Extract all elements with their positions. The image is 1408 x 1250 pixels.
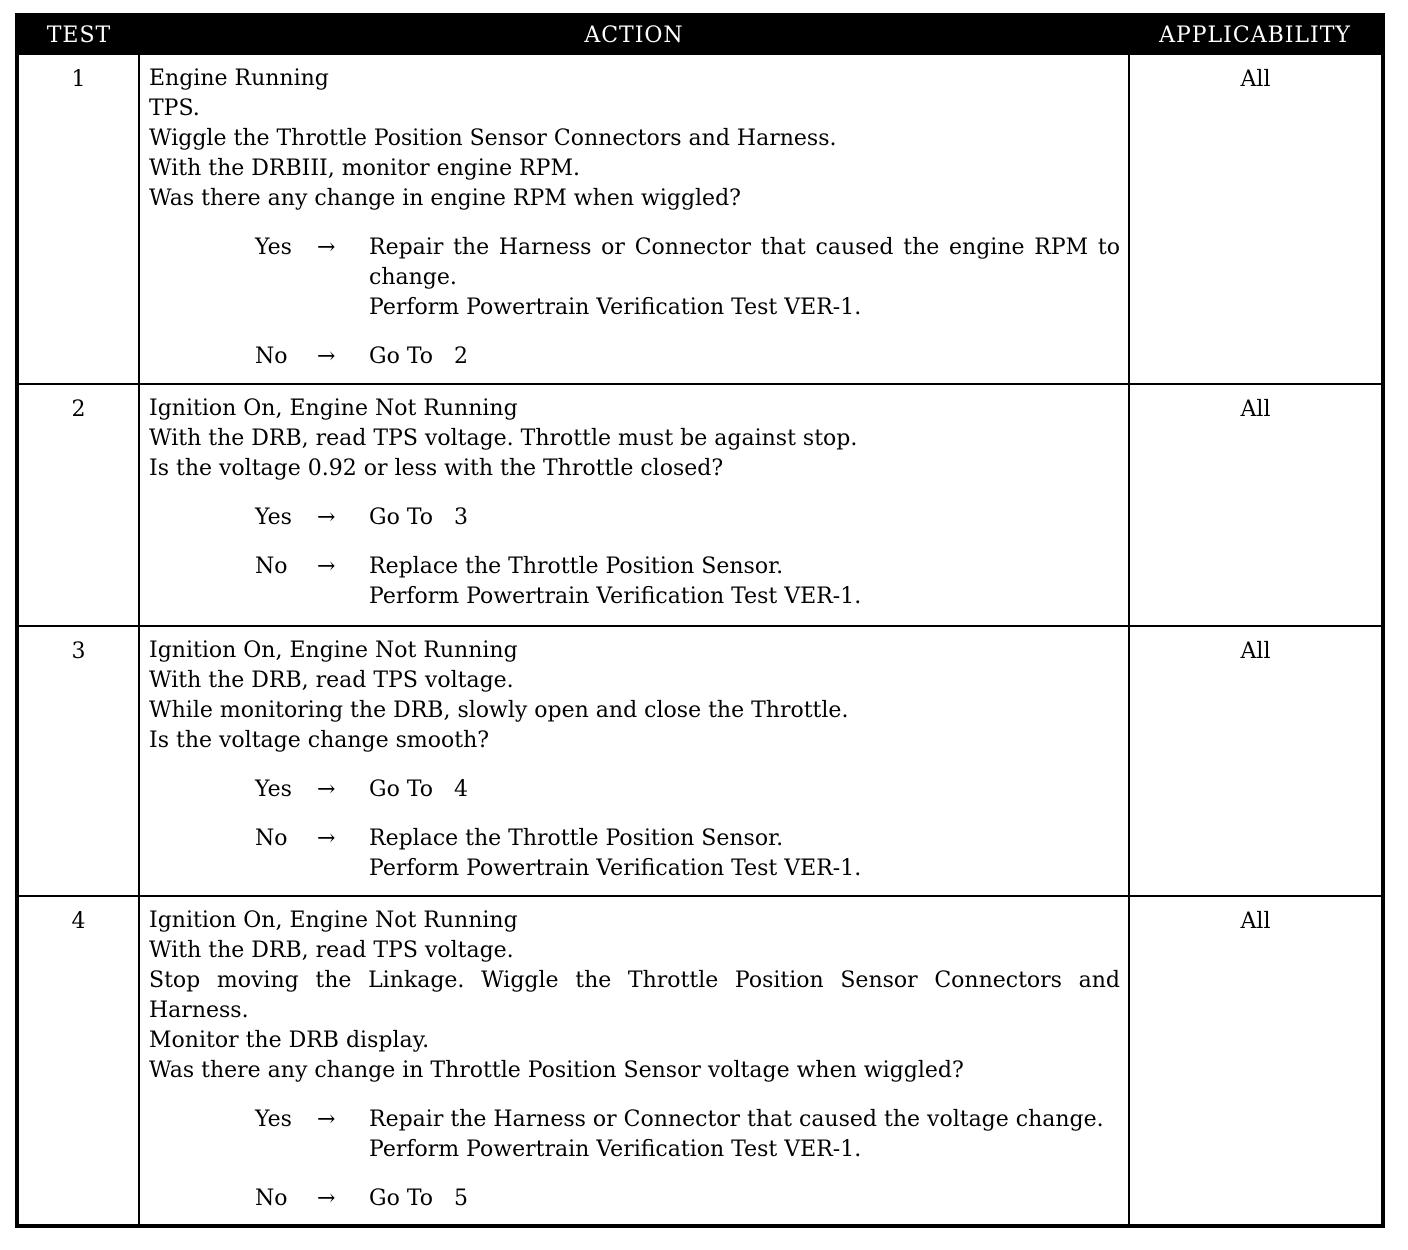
action-line: Engine Running xyxy=(149,66,329,91)
arrow-icon: → xyxy=(317,505,336,530)
action-line: Wiggle the Throttle Position Sensor Connectors and Harness. xyxy=(149,126,837,151)
applicability-value: All xyxy=(1129,896,1381,1226)
result-line: Go To 2 xyxy=(369,344,468,369)
no-response xyxy=(149,342,1120,372)
yes-response xyxy=(149,233,1120,323)
applicability-value: All xyxy=(1129,626,1381,896)
arrow-icon: → xyxy=(317,235,336,260)
no-response xyxy=(149,1184,1120,1214)
yes-result xyxy=(369,233,1120,323)
header-applicability: APPLICABILITY xyxy=(1129,17,1381,54)
yes-label: Yes xyxy=(255,505,292,530)
action-cell xyxy=(139,626,1129,896)
result-line: Perform Powertrain Verification Test VER-1. xyxy=(369,1137,862,1162)
action-line: While monitoring the DRB, slowly open and close the Throttle. xyxy=(149,698,849,723)
no-label: No xyxy=(255,554,288,579)
no-response xyxy=(149,824,1120,884)
yes-response xyxy=(149,1105,1120,1165)
arrow-icon: → xyxy=(317,1186,336,1211)
action-line: With the DRB, read TPS voltage. xyxy=(149,938,514,963)
yes-label: Yes xyxy=(255,777,292,802)
no-label: No xyxy=(255,1186,288,1211)
result-line: Go To 4 xyxy=(369,777,468,802)
yes-label: Yes xyxy=(255,1107,292,1132)
table-row xyxy=(19,896,1381,1226)
yes-response xyxy=(149,775,1120,805)
yes-result xyxy=(369,775,1120,805)
action-line: With the DRBIII, monitor engine RPM. xyxy=(149,156,580,181)
no-result xyxy=(369,552,1120,612)
action-line: Is the voltage 0.92 or less with the Throttle closed? xyxy=(149,456,724,481)
applicability-value: All xyxy=(1129,54,1381,384)
result-line: Go To 5 xyxy=(369,1186,468,1211)
no-result xyxy=(369,342,1120,372)
action-line: Is the voltage change smooth? xyxy=(149,728,490,753)
action-line: Stop moving the Linkage. Wiggle the Throttle Position Sensor Connectors and Harness. xyxy=(149,968,1120,1023)
action-cell xyxy=(139,896,1129,1226)
arrow-icon: → xyxy=(317,1107,336,1132)
table-row xyxy=(19,54,1381,384)
action-cell xyxy=(139,384,1129,626)
result-line: Repair the Harness or Connector that caused the engine RPM to change. xyxy=(369,235,1120,290)
no-result xyxy=(369,824,1120,884)
applicability-value: All xyxy=(1129,384,1381,626)
no-label: No xyxy=(255,344,288,369)
arrow-icon: → xyxy=(317,826,336,851)
table-header-row xyxy=(19,17,1381,54)
yes-label: Yes xyxy=(255,235,292,260)
result-line: Repair the Harness or Connector that caused the voltage change. xyxy=(369,1107,1104,1132)
result-line: Go To 3 xyxy=(369,505,468,530)
action-line: Was there any change in Throttle Position Sensor voltage when wiggled? xyxy=(149,1058,964,1083)
action-line: Was there any change in engine RPM when wiggled? xyxy=(149,186,741,211)
header-action: ACTION xyxy=(139,17,1129,54)
result-line: Perform Powertrain Verification Test VER-1. xyxy=(369,295,862,320)
action-line: Monitor the DRB display. xyxy=(149,1028,430,1053)
action-line: Ignition On, Engine Not Running xyxy=(149,908,518,933)
table-row xyxy=(19,384,1381,626)
action-cell xyxy=(139,54,1129,384)
result-line: Perform Powertrain Verification Test VER-1. xyxy=(369,856,862,881)
test-number: 2 xyxy=(19,384,139,626)
table-row xyxy=(19,626,1381,896)
yes-result xyxy=(369,1105,1120,1165)
action-line: Ignition On, Engine Not Running xyxy=(149,396,518,421)
header-test: TEST xyxy=(19,17,139,54)
action-line: With the DRB, read TPS voltage. Throttle must be against stop. xyxy=(149,426,858,451)
result-line: Perform Powertrain Verification Test VER-1. xyxy=(369,584,862,609)
no-response xyxy=(149,552,1120,612)
result-line: Replace the Throttle Position Sensor. xyxy=(369,554,784,579)
arrow-icon: → xyxy=(317,777,336,802)
test-number: 3 xyxy=(19,626,139,896)
no-result xyxy=(369,1184,1120,1214)
arrow-icon: → xyxy=(317,554,336,579)
result-line: Replace the Throttle Position Sensor. xyxy=(369,826,784,851)
yes-result xyxy=(369,503,1120,533)
action-line: With the DRB, read TPS voltage. xyxy=(149,668,514,693)
action-line: TPS. xyxy=(149,96,200,121)
action-line: Ignition On, Engine Not Running xyxy=(149,638,518,663)
no-label: No xyxy=(255,826,288,851)
diagnostic-test-table xyxy=(19,17,1381,1227)
yes-response xyxy=(149,503,1120,533)
test-number: 1 xyxy=(19,54,139,384)
diagnostic-table-frame xyxy=(15,13,1385,1228)
test-number: 4 xyxy=(19,896,139,1226)
arrow-icon: → xyxy=(317,344,336,369)
